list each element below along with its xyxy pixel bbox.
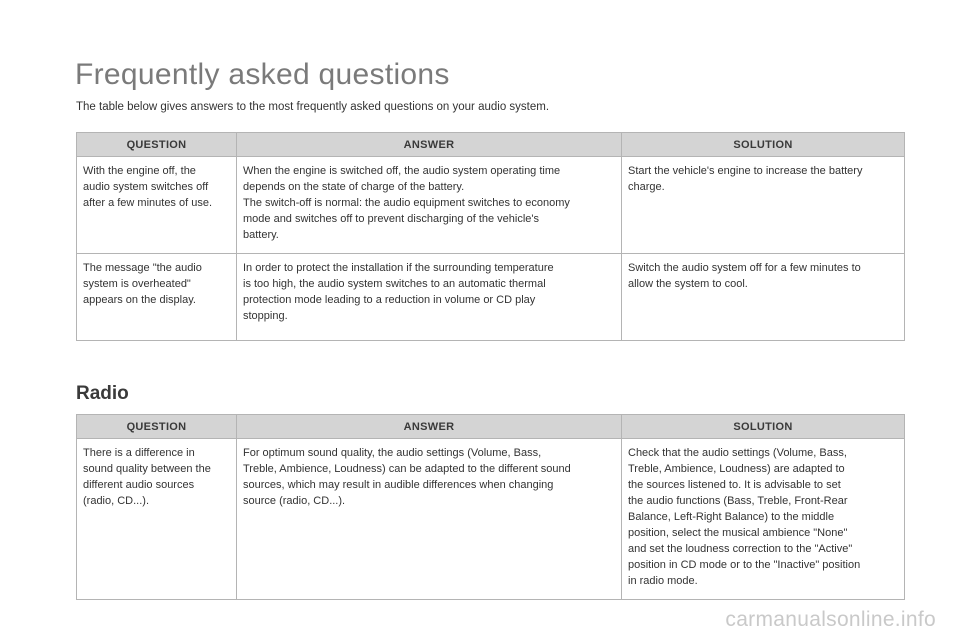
solution-cell: Start the vehicle's engine to increase the battery charge. (622, 157, 905, 254)
column-header-answer: ANSWER (237, 133, 622, 157)
intro-text: The table below gives answers to the most frequently asked questions on your audio system. (76, 101, 550, 113)
solution-cell: Check that the audio settings (Volume, Bass, Treble, Ambience, Loudness) are adapted to the sources listened to. It is advisable to set the audio functions (Bass, Treble, Front-Rear Balance, Left-Right Balance) to the middle position, select the musical ambience "None" and set the loudness correction to the "Active" position in CD mode or to the "Inactive" position in radio mode. (622, 439, 905, 600)
column-header-question: QUESTION (77, 133, 237, 157)
table-row (77, 157, 905, 254)
table-header-row (77, 415, 905, 439)
table-row (77, 439, 905, 600)
column-header-solution: SOLUTION (622, 133, 905, 157)
watermark: carmanualsonline.info (725, 608, 936, 631)
question-cell: With the engine off, the audio system switches off after a few minutes of use. (77, 157, 237, 254)
radio-section-title: Radio (76, 383, 129, 404)
answer-cell: When the engine is switched off, the audio system operating time depends on the state of charge of the battery. The switch-off is normal: the audio equipment switches to economy mode and switches off to prevent discharging of the vehicle's battery. (237, 157, 622, 254)
answer-cell: In order to protect the installation if the surrounding temperature is too high, the audio system switches to an automatic thermal protection mode leading to a reduction in volume or CD play stopping. (237, 254, 622, 341)
page-title: Frequently asked questions (75, 58, 450, 91)
audio-faq-table (76, 132, 905, 341)
column-header-solution: SOLUTION (622, 415, 905, 439)
table-header-row (77, 133, 905, 157)
column-header-answer: ANSWER (237, 415, 622, 439)
answer-cell: For optimum sound quality, the audio settings (Volume, Bass, Treble, Ambience, Loudness) can be adapted to the different sound sources, which may result in audible differences when changing source (radio, CD...). (237, 439, 622, 600)
question-cell: The message "the audio system is overheated" appears on the display. (77, 254, 237, 341)
radio-faq-table (76, 414, 905, 600)
solution-cell: Switch the audio system off for a few minutes to allow the system to cool. (622, 254, 905, 341)
column-header-question: QUESTION (77, 415, 237, 439)
question-cell: There is a difference in sound quality between the different audio sources (radio, CD...). (77, 439, 237, 600)
table-row (77, 254, 905, 341)
